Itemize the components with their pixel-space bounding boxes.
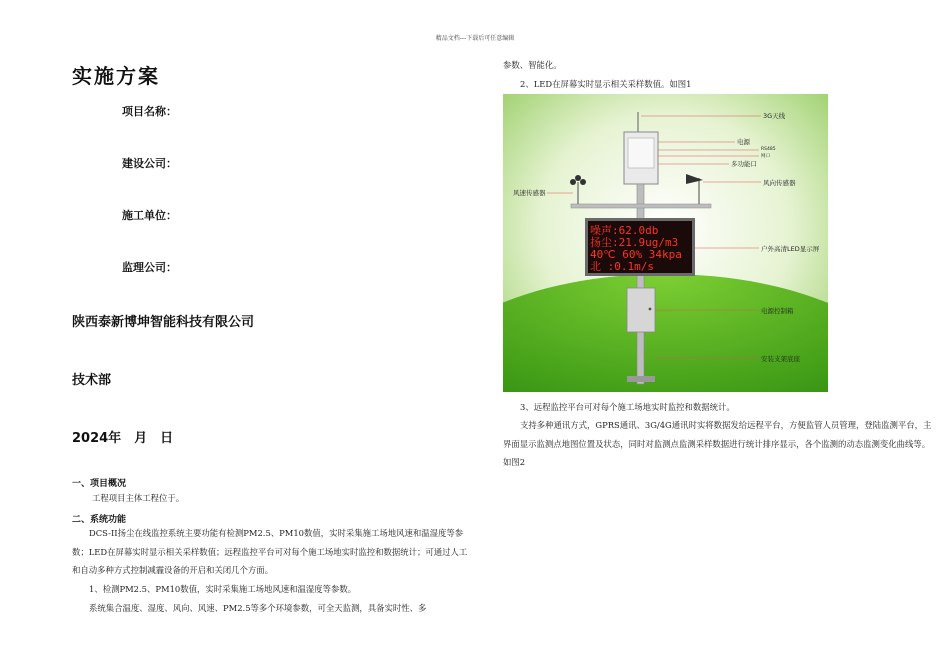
- label-control-box: 电源控制箱: [761, 307, 794, 315]
- project-name-field: 项目名称：: [122, 105, 177, 118]
- section2-paragraph-4: 2、LED在屏幕实时显示相关采样数值。如图1: [520, 79, 692, 89]
- label-wind-direction: 风向传感器: [763, 179, 796, 187]
- section2-paragraph-3-continued: 参数、智能化。: [503, 60, 562, 70]
- construction-company-field: 建设公司：: [122, 157, 177, 170]
- section2-heading: 二、系统功能: [72, 515, 127, 525]
- supervisor-field: 监理公司：: [122, 261, 177, 274]
- figure-1-monitoring-station: [503, 94, 828, 392]
- section2-paragraph-2: 1、检测PM2.5、PM10数值，实时采集施工场地风速和温湿度等参数。: [89, 584, 357, 594]
- section2-paragraph-1: DCS-II扬尘在线监控系统主要功能有检测PM2.5、PM10数值，实时采集施工场地风速和温湿度等参数；LED在屏幕实时显示相关采样数值；远程监控平台可对每个施工场地实时监控和数据统计；可通过人工和自动多种方式控制减霾设备的开启和关闭几个方面。: [72, 528, 468, 576]
- section1-heading: 一、项目概况: [72, 479, 127, 489]
- company-name: 陕西泰新博坤智能科技有限公司: [72, 315, 255, 330]
- department-name: 技术部: [72, 373, 112, 388]
- mounting-base: [627, 376, 655, 382]
- document-title: 实施方案: [72, 64, 160, 88]
- led-line-4: 北 :0.1m/s: [590, 260, 654, 273]
- led-line-1: 噪声:62.0db: [590, 224, 659, 237]
- led-line-3: 40℃ 60% 34kpa: [590, 248, 682, 261]
- crossbar: [571, 204, 711, 208]
- monitoring-station-illustration: [503, 94, 828, 392]
- label-rs485: RS485: [761, 147, 776, 152]
- led-line-2: 扬尘:21.9ug/m3: [590, 236, 679, 249]
- main-pole: [637, 184, 644, 384]
- section2-paragraph-3: 系统集合温度、湿度、风向、风速、PM2.5等多个环境参数，可全天监测，具备实时性、多: [89, 603, 427, 613]
- label-base: 安装支架底座: [761, 355, 800, 363]
- section2-paragraph-6: 支持多种通讯方式，GPRS通讯、3G/4G通讯时实将数据发给远程平台，方便监管人员管理，登陆监测平台，主界面显示监测点地图位置及状态，同时对监测点监测采样数据进行统计排序显示，各个监测的动态监测变化曲线等。如图2: [503, 420, 932, 468]
- label-port: 网口: [761, 154, 770, 159]
- label-multi-port: 多功能口: [731, 160, 757, 168]
- header-note: 精品文档---下载后可任意编辑: [435, 35, 515, 42]
- label-wind-speed: 风速传感器: [513, 189, 546, 197]
- contractor-field: 施工单位：: [122, 209, 177, 222]
- grass-ground: [503, 274, 828, 392]
- document-date: 2024年 月 日: [72, 431, 174, 446]
- section1-body: 工程项目主体工程位于。: [92, 493, 185, 503]
- section2-paragraph-5: 3、远程监控平台可对每个施工场地实时监控和数据统计。: [520, 402, 735, 412]
- label-led-screen: 户外高清LED显示屏: [761, 245, 820, 253]
- label-power: 电源: [737, 138, 750, 146]
- label-antenna: 3G天线: [763, 112, 786, 120]
- wind-speed-sensor-icon: [570, 179, 576, 185]
